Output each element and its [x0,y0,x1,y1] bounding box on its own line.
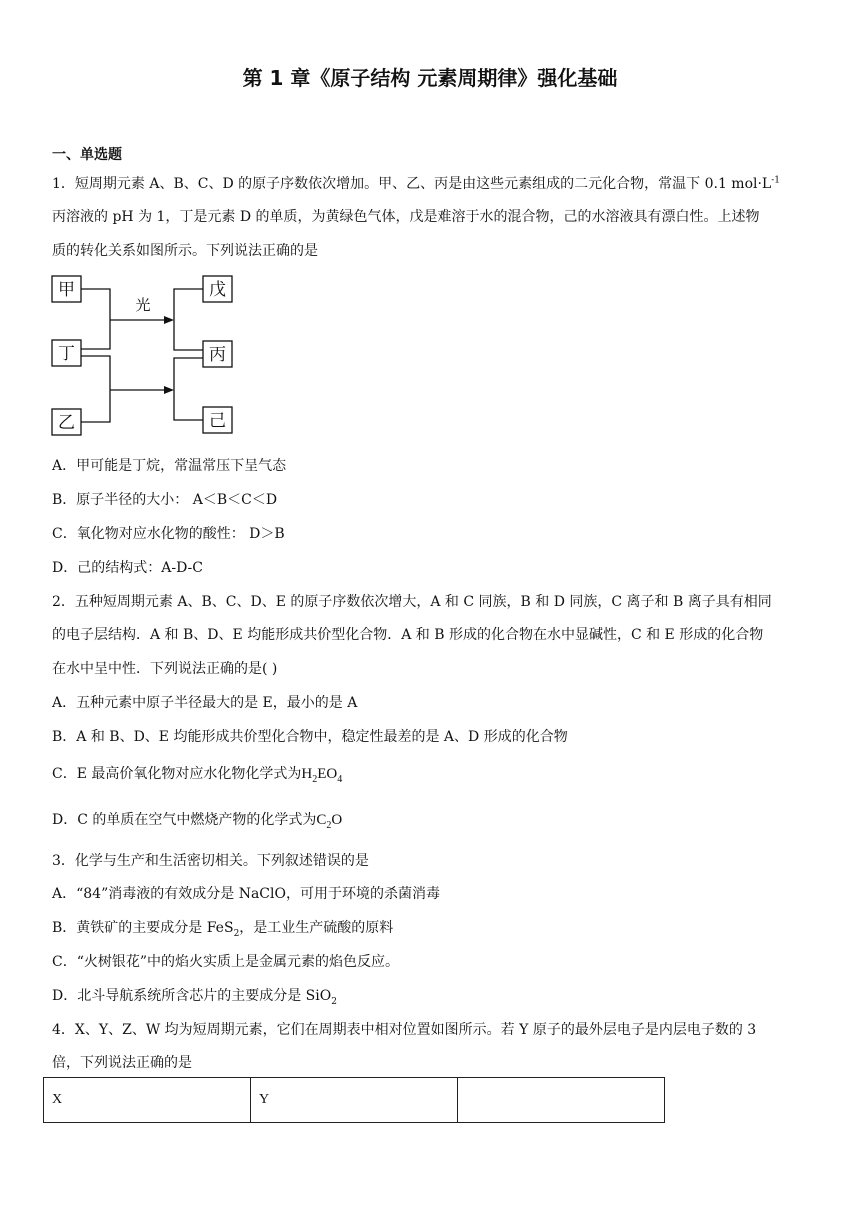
q2-line-2: 的电子层结构．A 和 B、D、E 均能形成共价型化合物．A 和 B 形成的化合物在水中显碱性，C 和 E 形成的化合物 [52,627,764,643]
label-light: 光 [135,296,151,314]
q1-line-1: 1．短周期元素 A、B、C、D 的原子序数依次增加。甲、乙、丙是由这些元素组成的二元化合物，常温下 0.1 $mol\cdot L^{-1}$ [52,175,781,192]
q1-option-d: D．己的结构式：A-D-C [52,560,203,576]
periodic-position-table [43,1077,665,1123]
label-jia: 甲 [58,280,75,300]
q2-option-b: B．A 和 B、D、E 均能形成共价型化合物中，稳定性最差的是 A、D 形成的化合物 [52,729,568,745]
q4-line-2: 倍，下列说法正确的是 [52,1055,192,1071]
q3-line-1: 3．化学与生产和生活密切相关。下列叙述错误的是 [52,853,369,869]
q2-option-d: D．C 的单质在空气中燃烧产物的化学式为$C_2O$ [52,812,343,831]
section-heading: 一、单选题 [52,147,122,163]
q2-option-c: C．E 最高价氧化物对应水化物化学式为$H_2EO_4$ [52,766,343,785]
label-bing: 丙 [209,345,226,365]
label-ji: 己 [209,411,226,431]
q1-line-2: 丙溶液的 pH 为 1，丁是元素 D 的单质，为黄绿色气体，戊是难溶于水的混合物，己的水溶液具有漂白性。上述物 [52,209,760,225]
q1-option-c: C．氧化物对应水化物的酸性： D＞B [52,526,285,542]
label-wu: 戊 [209,280,226,300]
q3-option-d: D．北斗导航系统所含芯片的主要成分是 SiO$_2$ [52,988,337,1007]
label-yi: 乙 [58,413,75,433]
table-cell-y: Y [251,1078,458,1123]
table-cell-x: X [44,1078,251,1123]
q4-line-1: 4．X、Y、Z、W 均为短周期元素，它们在周期表中相对位置如图所示。若 Y 原子的最外层电子是内层电子数的 3 [52,1022,757,1038]
q3-option-b: B．黄铁矿的主要成分是 FeS$_2$，是工业生产硫酸的原料 [52,920,394,939]
q3-option-a: A．“84”消毒液的有效成分是 NaClO，可用于环境的杀菌消毒 [52,886,440,902]
page-title: 第 1 章《原子结构 元素周期律》强化基础 [242,66,618,90]
reaction-diagram [50,272,240,442]
table-row [44,1078,665,1123]
q2-option-a: A．五种元素中原子半径最大的是 E，最小的是 A [52,695,358,711]
q2-line-1: 2．五种短周期元素 A、B、C、D、E 的原子序数依次增大，A 和 C 同族，B 和 D 同族，C 离子和 B 离子具有相同 [52,594,772,610]
q2-line-3: 在水中呈中性．下列说法正确的是( ) [52,661,278,677]
label-ding: 丁 [58,344,75,364]
table-cell-empty [458,1078,665,1123]
q3-option-c: C．“火树银花”中的焰火实质上是金属元素的焰色反应。 [52,954,400,970]
q1-option-a: A．甲可能是丁烷，常温常压下呈气态 [52,458,287,474]
q1-line-3: 质的转化关系如图所示。下列说法正确的是 [52,243,318,259]
q1-option-b: B．原子半径的大小： A＜B＜C＜D [52,492,278,508]
